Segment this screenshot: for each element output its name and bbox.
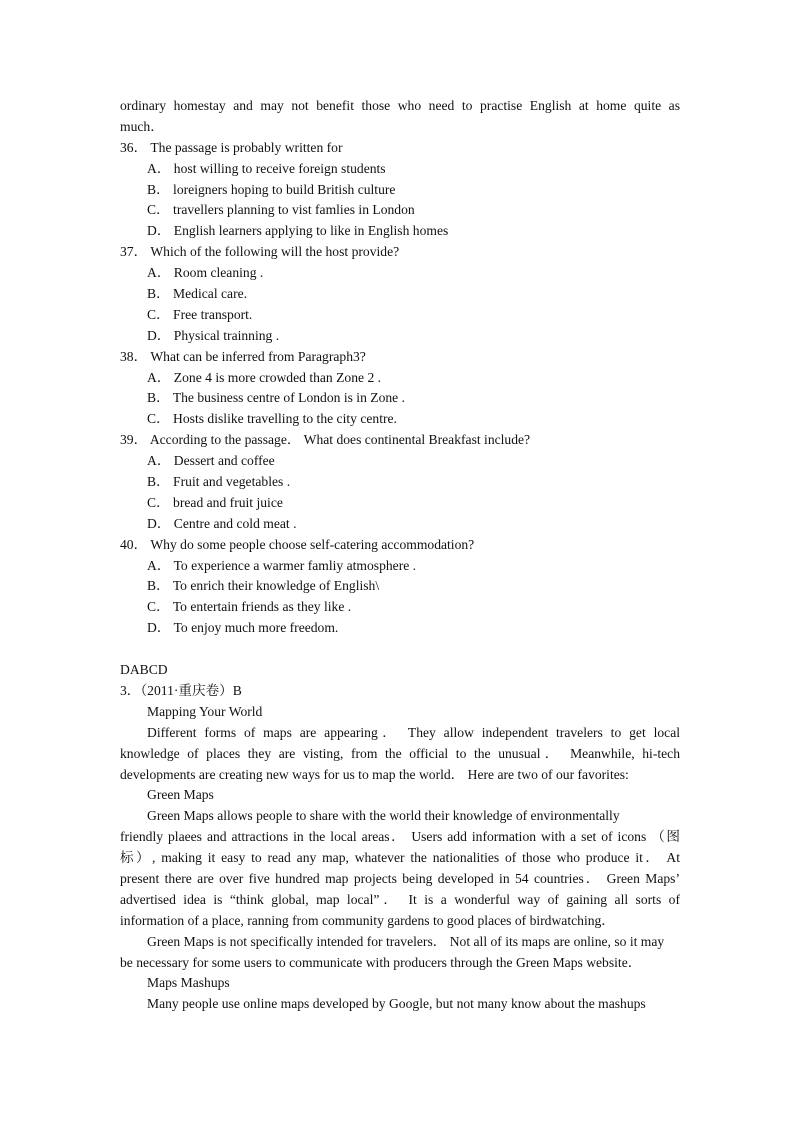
answer-option: B． Medical care. (147, 286, 248, 302)
paragraph-line: knowledge of places they are visting, from the official to the unusual． Meanwhile, hi-tech (120, 745, 680, 761)
question-stem: 39． According to the passage． What does continental Breakfast include? (120, 432, 531, 448)
answer-option: B． To enrich their knowledge of English\ (147, 578, 380, 594)
answer-option: D． Centre and cold meat . (147, 515, 297, 531)
question-39 (120, 430, 680, 534)
answer-option: B． Fruit and vegetables . (147, 474, 291, 490)
section-header: 3．（2011·重庆卷）B (120, 682, 242, 698)
answer-option: C． Free transport. (147, 306, 253, 322)
answer-option: C． Hosts dislike travelling to the city centre. (147, 411, 397, 427)
answer-key: DABCD (120, 662, 168, 678)
question-stem: 36． The passage is probably written for (120, 139, 343, 155)
paragraph-line: Green Maps is not specifically intended for travelers． Not all of its maps are online, so it may (147, 933, 665, 949)
paragraph-line: be necessary for some users to communicate with producers through the Green Maps website． (120, 954, 642, 970)
answer-option: D． To enjoy much more freedom. (147, 620, 339, 636)
paragraph-line: present there are over five hundred map projects being developed in 54 countries． Green Maps’ (120, 870, 680, 886)
question-40 (120, 535, 680, 639)
article-paragraph (120, 994, 680, 1015)
answer-option: B． The business centre of London is in Zone . (147, 390, 405, 406)
paragraph-line: 标）, making it easy to read any map, whatever the nationalities of those who produce it． At (120, 850, 680, 866)
answer-option: C． bread and fruit juice (147, 494, 283, 510)
article-title: Mapping Your World (147, 703, 263, 719)
question-stem: 40． Why do some people choose self-catering accommodation? (120, 536, 475, 552)
intro-tail-line: much． (120, 118, 164, 134)
answer-option: D． English learners applying to like in English homes (147, 223, 449, 239)
answer-option: C． travellers planning to vist famlies in London (147, 202, 415, 218)
answer-option: D． Physical trainning . (147, 327, 280, 343)
paragraph-line: advertised idea is “think global, map local”． It is a wonderful way of gaining all sorts of (120, 891, 680, 907)
paragraph-line: friendly plaees and attractions in the local areas． Users add information with a set of icons （图 (120, 829, 680, 845)
question-stem: 37． Which of the following will the host provide? (120, 244, 400, 260)
answer-option: C． To entertain friends as they like . (147, 599, 352, 615)
paragraph-line: Many people use online maps developed by Google, but not many know about the mashups (147, 996, 646, 1012)
question-36 (120, 138, 680, 242)
paragraph-line: Green Maps allows people to share with the world their knowledge of environmentally (147, 808, 620, 824)
question-38 (120, 347, 680, 431)
question-37 (120, 242, 680, 346)
document-body (120, 96, 680, 1015)
paragraph-line: Different forms of maps are appearing． They allow independent travelers to get local (147, 724, 680, 740)
article-paragraph (120, 806, 680, 931)
paragraph-line: developments are creating new ways for us to map the world． Here are two of our favorites: (120, 766, 629, 782)
paragraph-line: information of a place, ranning from community gardens to good places of birdwatching． (120, 912, 615, 928)
question-stem: 38． What can be inferred from Paragraph3? (120, 348, 366, 364)
answer-option: A． Room cleaning . (147, 265, 264, 281)
answer-option: A． host willing to receive foreign students (147, 160, 386, 176)
blank-line (120, 639, 680, 660)
answer-option: A． Zone 4 is more crowded than Zone 2 . (147, 369, 382, 385)
section-heading: Green Maps (147, 787, 214, 803)
section-heading: Maps Mashups (147, 975, 230, 991)
answer-option: A． To experience a warmer famliy atmosphere . (147, 557, 417, 573)
article-paragraph (120, 932, 680, 974)
intro-tail-line: ordinary homestay and may not benefit those who need to practise English at home quite as (120, 98, 680, 113)
article-paragraph (120, 723, 680, 786)
answer-option: A． Dessert and coffee (147, 453, 275, 469)
answer-option: B． loreigners hoping to build British culture (147, 181, 396, 197)
